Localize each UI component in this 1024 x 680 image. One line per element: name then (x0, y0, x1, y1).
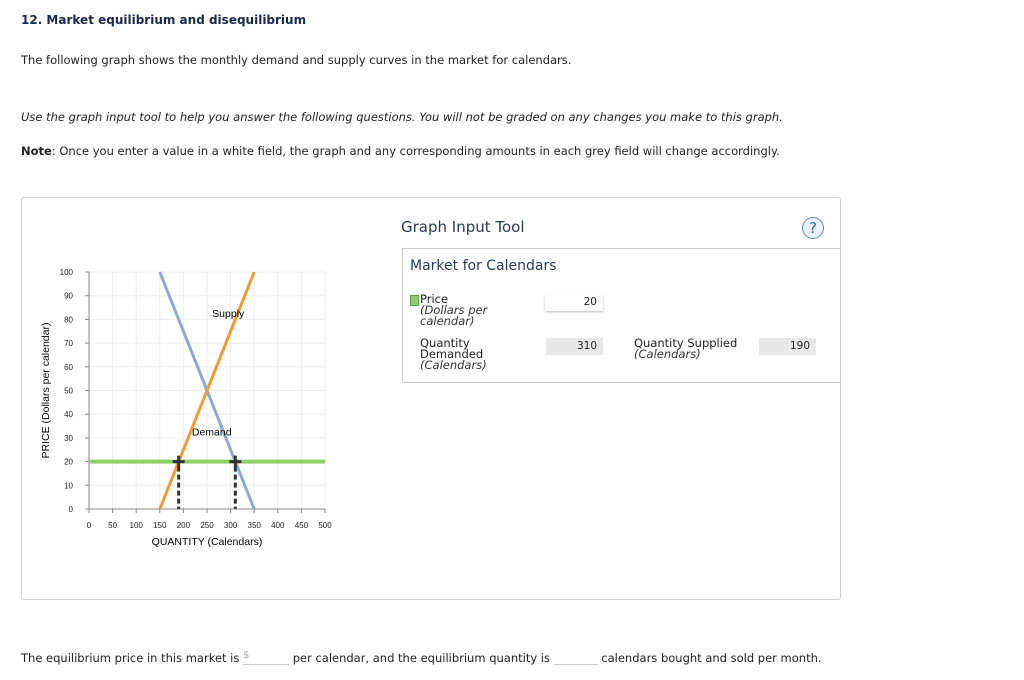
supply-label: Supply (212, 308, 245, 321)
x-tick-label: 400 (271, 521, 285, 530)
q-part1: The equilibrium price in this market is (21, 651, 240, 665)
price-unit: (Dollars per calendar) (420, 303, 488, 328)
y-tick-label: 100 (59, 268, 73, 277)
quantity-demanded-field: 310 (546, 338, 603, 355)
demand-label: Demand (191, 426, 232, 439)
price-input[interactable]: 20 (545, 294, 603, 311)
q-part2: per calendar, and the equilibrium quantity is (292, 651, 550, 665)
equilibrium-price-input[interactable] (243, 650, 289, 665)
y-tick-label: 30 (64, 433, 73, 443)
help-icon[interactable]: ? (802, 217, 824, 239)
qs-label: Quantity Supplied (634, 336, 738, 350)
y-axis-label: PRICE (Dollars per calendar) (40, 322, 52, 459)
equilibrium-question (21, 650, 822, 665)
x-tick-label: 450 (294, 521, 309, 530)
x-tick-label: 300 (223, 521, 238, 530)
y-tick-label: 80 (64, 315, 73, 325)
y-tick-label: 50 (64, 386, 73, 396)
x-tick-label: 200 (176, 521, 191, 530)
x-axis-label: QUANTITY (Calendars) (151, 536, 263, 548)
dollar-sign: $ (243, 650, 250, 661)
price-legend-swatch (410, 295, 419, 306)
question-title: 12. Market equilibrium and disequilibrium (21, 13, 307, 27)
qs-unit: (Calendars) (634, 347, 701, 361)
note-label: Note (21, 144, 52, 158)
x-tick-label: 250 (200, 521, 214, 530)
qd-label: Quantity Demanded (420, 336, 484, 361)
instruction-text: Use the graph input tool to help you answer the following questions. You will not be graded on any changes you make to this graph. (21, 110, 783, 124)
price-label: Price (420, 292, 449, 306)
y-tick-label: 60 (64, 362, 73, 372)
x-tick-label: 50 (108, 521, 118, 530)
market-title: Market for Calendars (410, 258, 557, 274)
note-body: : Once you enter a value in a white field, the graph and any corresponding amounts in each grey field will change accordingly. (51, 144, 780, 158)
q-part3: calendars bought and sold per month. (601, 651, 822, 665)
x-tick-label: 500 (318, 521, 332, 530)
y-tick-label: 90 (64, 291, 73, 301)
x-tick-label: 0 (86, 521, 92, 530)
y-tick-label: 20 (64, 457, 73, 467)
y-tick-label: 70 (64, 339, 73, 349)
y-tick-label: 40 (64, 410, 73, 420)
intro-text: The following graph shows the monthly demand and supply curves in the market for calendars. (21, 53, 572, 67)
y-tick-label: 0 (68, 505, 73, 514)
x-tick-label: 150 (153, 521, 167, 530)
y-tick-label: 10 (64, 481, 73, 491)
x-tick-label: 100 (129, 521, 143, 530)
chart[interactable] (0, 0, 400, 600)
graph-input-tool-title: Graph Input Tool (401, 218, 525, 236)
x-tick-label: 350 (247, 521, 261, 530)
qd-unit: (Calendars) (420, 358, 487, 372)
quantity-supplied-field: 190 (759, 338, 816, 355)
equilibrium-quantity-input[interactable] (554, 650, 598, 665)
